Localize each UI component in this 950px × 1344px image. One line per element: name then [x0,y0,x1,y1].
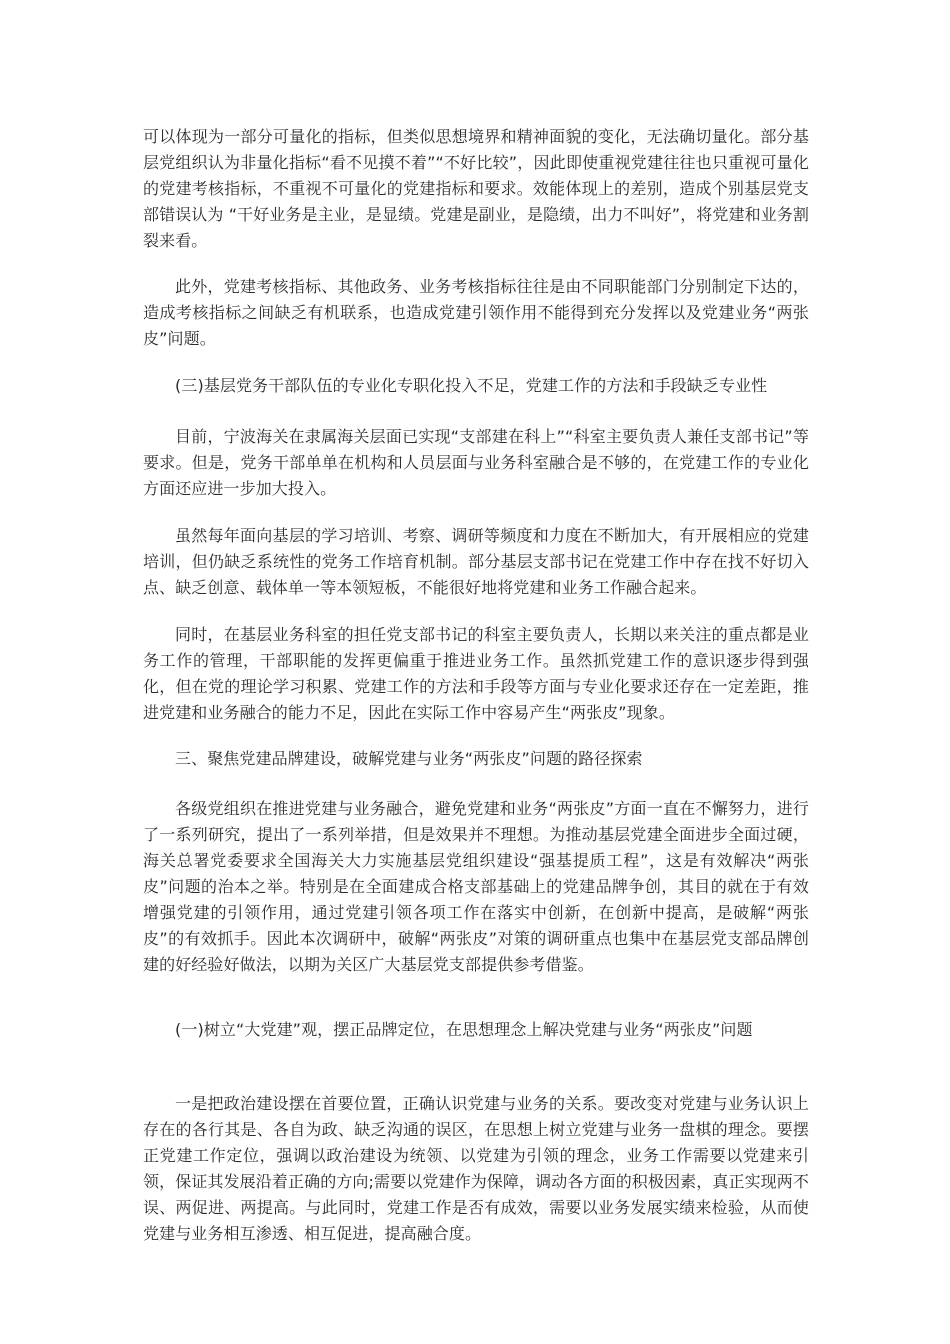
paragraph-2: 此外，党建考核指标、其他政务、业务考核指标往往是由不同职能部门分别制定下达的，造成考核指标之间缺乏有机联系，也造成党建引领作用不能得到充分发挥以及党建业务“两张皮”问题。 [143,277,809,348]
paragraph-4: 虽然每年面向基层的学习培训、考察、调研等频度和力度在不断加大，有开展相应的党建培训，但仍缺乏系统性的党务工作培育机制。部分基层支部书记在党建工作中存在找不好切入点、缺乏创意、载体单一等本领短板，不能很好地将党建和业务工作融合起来。 [143,526,809,597]
section-heading-three: 三、聚焦党建品牌建设，破解党建与业务“两张皮”问题的路径探索 [175,749,643,768]
section-heading-3: (三)基层党务干部队伍的专业化专职化投入不足，党建工作的方法和手段缺乏专业性 [175,376,768,395]
section-heading-one: (一)树立“大党建”观，摆正品牌定位，在思想理念上解决党建与业务“两张皮”问题 [175,1020,753,1039]
paragraph-7: 一是把政治建设摆在首要位置，正确认识党建与业务的关系。要改变对党建与业务认识上存在的各行其是、各自为政、缺乏沟通的误区，在思想上树立党建与业务一盘棋的理念。要摆正党建工作定位，强调以政治建设为统领、以党建为引领的理念，业务工作需要以党建来引领，保证其发展沿着正确的方向;需要以党建作为保障，调动各方面的积极因素，真正实现两不误、两促进、两提高。与此同时，党建工作是否有成效，需要以业务发展实绩来检验，从而使党建与业务相互渗透、相互促进，提高融合度。 [143,1094,809,1243]
paragraph-6: 各级党组织在推进党建与业务融合，避免党建和业务“两张皮”方面一直在不懈努力，进行了一系列研究，提出了一系列举措，但是效果并不理想。为推动基层党建全面进步全面过硬，海关总署党委要求全国海关大力实施基层党组织建设“强基提质工程”，这是有效解决“两张皮”问题的治本之举。特别是在全面建成合格支部基础上的党建品牌争创，其目的就在于有效增强党建的引领作用，通过党建引领各项工作在落实中创新，在创新中提高，是破解“两张皮”的有效抓手。因此本次调研中，破解“两张皮”对策的调研重点也集中在基层党支部品牌创建的好经验好做法，以期为关区广大基层党支部提供参考借鉴。 [143,799,809,974]
paragraph-5: 同时，在基层业务科室的担任党支部书记的科室主要负责人，长期以来关注的重点都是业务工作的管理，干部职能的发挥更偏重于推进业务工作。虽然抓党建工作的意识逐步得到强化，但在党的理论学习积累、党建工作的方法和手段等方面与专业化要求还存在一定差距，推进党建和业务融合的能力不足，因此在实际工作中容易产生“两张皮”现象。 [143,625,809,722]
paragraph-3: 目前，宁波海关在隶属海关层面已实现“支部建在科上”“科室主要负责人兼任支部书记”等要求。但是，党务干部单单在机构和人员层面与业务科室融合是不够的，在党建工作的专业化方面还应进一步加大投入。 [143,427,809,498]
paragraph-1: 可以体现为一部分可量化的指标，但类似思想境界和精神面貌的变化，无法确切量化。部分基层党组织认为非量化指标“看不见摸不着”“不好比较”，因此即使重视党建往往也只重视可量化的党建考核指标，不重视不可量化的党建指标和要求。效能体现上的差别，造成个别基层党支部错误认为 “干好业务是主业，是显绩。党建是副业，是隐绩，出力不叫好”，将党建和业务割裂来看。 [143,127,809,250]
